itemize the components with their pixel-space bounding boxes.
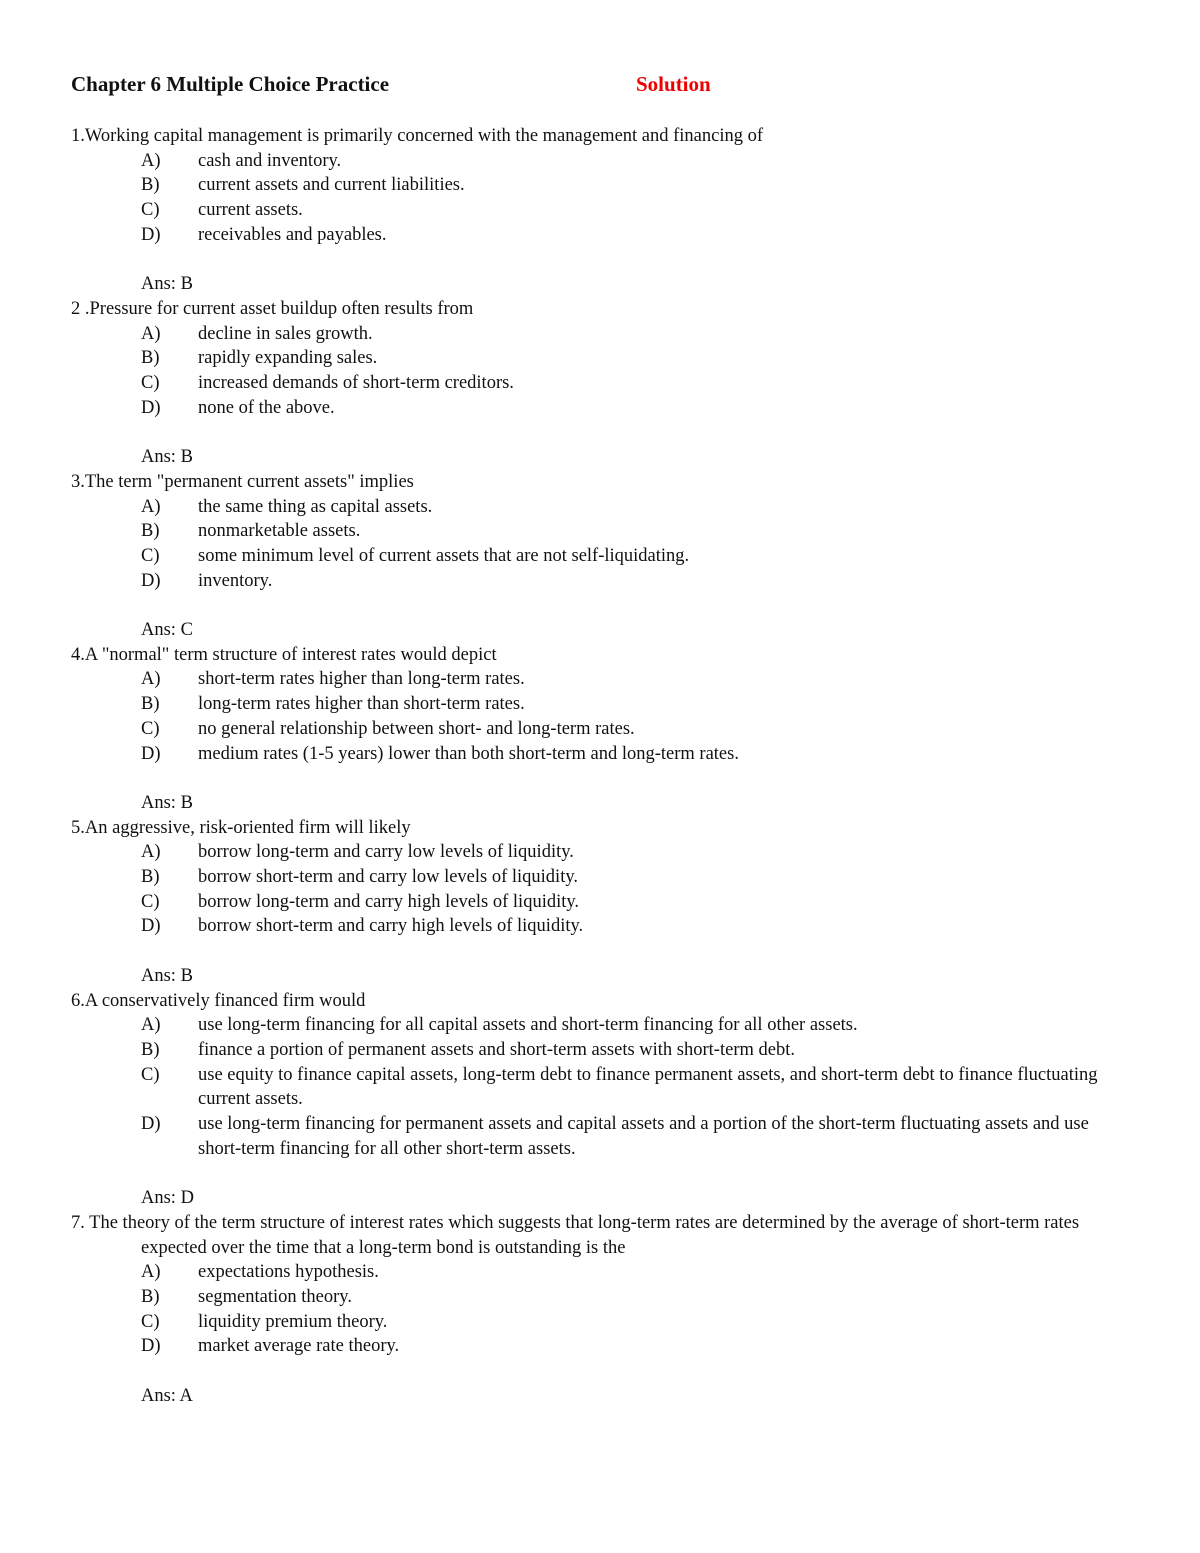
spacer — [71, 939, 1131, 964]
option-letter: B) — [141, 694, 160, 715]
option-letter: A) — [141, 1015, 161, 1036]
question-5 — [71, 816, 1131, 989]
answer-option — [71, 519, 1131, 544]
spacer — [71, 420, 1131, 445]
question-stem: 3.The term "permanent current assets" implies — [71, 471, 414, 492]
answer-key: Ans: B — [141, 447, 193, 468]
spacer — [71, 766, 1131, 791]
option-letter: B) — [141, 867, 160, 888]
option-letter: B) — [141, 1286, 160, 1307]
question-list — [71, 124, 1131, 1408]
option-letter: A) — [141, 1262, 161, 1283]
option-text: segmentation theory. — [198, 1286, 352, 1307]
option-text: borrow short-term and carry high levels of liquidity. — [198, 916, 584, 937]
option-text: current assets and current liabilities. — [198, 175, 465, 196]
question-stem: 4.A "normal" term structure of interest rates would depict — [71, 644, 497, 665]
answer-option — [71, 742, 1131, 767]
question-4 — [71, 643, 1131, 816]
option-text: borrow long-term and carry high levels of liquidity. — [198, 891, 580, 912]
answer-option — [71, 1334, 1131, 1359]
question-stem: 6.A conservatively financed firm would — [71, 990, 366, 1011]
answer-key: Ans: B — [141, 274, 193, 295]
option-letter: B) — [141, 1039, 160, 1060]
answer-option — [71, 149, 1131, 174]
option-text: rapidly expanding sales. — [198, 348, 378, 369]
option-text: liquidity premium theory. — [198, 1311, 388, 1332]
option-letter: A) — [141, 842, 161, 863]
answer-key: Ans: C — [141, 620, 193, 641]
option-text: use long-term financing for all capital assets and short-term financing for all other assets. — [198, 1015, 858, 1036]
page-title: Chapter 6 Multiple Choice Practice — [71, 72, 390, 96]
option-text: borrow short-term and carry low levels of liquidity. — [198, 867, 579, 888]
answer-option — [71, 717, 1131, 742]
answer-option — [71, 1260, 1131, 1285]
answer-option — [71, 198, 1131, 223]
question-1 — [71, 124, 1131, 297]
option-letter: A) — [141, 150, 161, 171]
option-letter: C) — [141, 545, 160, 566]
answer-option — [71, 1063, 1131, 1112]
answer-option — [71, 1310, 1131, 1335]
option-letter: A) — [141, 496, 161, 517]
option-text: cash and inventory. — [198, 150, 342, 171]
option-letter: D) — [141, 224, 161, 245]
option-letter: C) — [141, 1064, 160, 1085]
option-letter: C) — [141, 373, 160, 394]
answer-option — [71, 865, 1131, 890]
option-letter: C) — [141, 200, 160, 221]
option-text: short-term rates higher than long-term rates. — [198, 669, 525, 690]
answer-key: Ans: B — [141, 965, 193, 986]
question-2 — [71, 297, 1131, 470]
answer-option — [71, 371, 1131, 396]
option-letter: B) — [141, 175, 160, 196]
spacer — [71, 248, 1131, 273]
option-text: current assets. — [198, 200, 303, 221]
option-letter: D) — [141, 570, 161, 591]
option-text: increased demands of short-term creditors. — [198, 373, 514, 394]
option-letter: D) — [141, 916, 161, 937]
option-text: expectations hypothesis. — [198, 1262, 379, 1283]
answer-option — [71, 544, 1131, 569]
answer-option — [71, 914, 1131, 939]
option-letter: D) — [141, 1336, 161, 1357]
answer-option — [71, 840, 1131, 865]
answer-option — [71, 1038, 1131, 1063]
option-text: finance a portion of permanent assets and short-term assets with short-term debt. — [198, 1039, 795, 1060]
spacer — [71, 593, 1131, 618]
option-letter: C) — [141, 718, 160, 739]
answer-option — [71, 667, 1131, 692]
option-text: none of the above. — [198, 397, 335, 418]
option-text: use equity to finance capital assets, long-term debt to finance permanent assets, and short-term debt to finance fluctuating current assets. — [198, 1064, 1098, 1110]
option-text: use long-term financing for permanent assets and capital assets and a portion of the short-term fluctuating assets and use short-term financing for all other short-term assets. — [198, 1114, 1089, 1159]
answer-option — [71, 322, 1131, 347]
question-7 — [71, 1211, 1131, 1409]
option-text: long-term rates higher than short-term rates. — [198, 694, 525, 715]
option-letter: D) — [141, 743, 161, 764]
option-letter: A) — [141, 669, 161, 690]
option-letter: D) — [141, 397, 161, 418]
answer-key: Ans: A — [141, 1385, 193, 1406]
answer-option — [71, 1112, 1131, 1161]
option-text: inventory. — [198, 570, 273, 591]
option-text: receivables and payables. — [198, 224, 387, 245]
option-letter: C) — [141, 891, 160, 912]
option-text: medium rates (1-5 years) lower than both short-term and long-term rates. — [198, 743, 739, 764]
option-letter: B) — [141, 348, 160, 369]
question-3 — [71, 470, 1131, 643]
option-letter: A) — [141, 323, 161, 344]
answer-option — [71, 173, 1131, 198]
spacer — [71, 1161, 1131, 1186]
answer-option — [71, 569, 1131, 594]
answer-option — [71, 396, 1131, 421]
option-text: borrow long-term and carry low levels of liquidity. — [198, 842, 574, 863]
question-stem: 5.An aggressive, risk-oriented firm will likely — [71, 817, 411, 838]
option-text: the same thing as capital assets. — [198, 496, 433, 517]
option-text: nonmarketable assets. — [198, 521, 361, 542]
document-header — [71, 72, 1131, 102]
answer-option — [71, 692, 1131, 717]
solution-label: Solution — [636, 72, 711, 96]
answer-option — [71, 1013, 1131, 1038]
answer-option — [71, 346, 1131, 371]
option-letter: D) — [141, 1114, 161, 1135]
option-text: some minimum level of current assets that are not self-liquidating. — [198, 545, 690, 566]
answer-option — [71, 495, 1131, 520]
option-letter: C) — [141, 1311, 160, 1332]
option-text: decline in sales growth. — [198, 323, 373, 344]
option-letter: B) — [141, 521, 160, 542]
answer-option — [71, 223, 1131, 248]
answer-key: Ans: D — [141, 1188, 194, 1209]
question-6 — [71, 989, 1131, 1211]
question-stem: 1.Working capital management is primarily concerned with the management and financing of — [71, 126, 764, 146]
answer-option — [71, 1285, 1131, 1310]
spacer — [71, 1359, 1131, 1384]
question-stem: 2 .Pressure for current asset buildup often results from — [71, 298, 474, 319]
question-stem: 7. The theory of the term structure of interest rates which suggests that long-term rates are determined by the average of short-term rates expected over the time that a long-term bond is outstanding is the — [71, 1212, 1080, 1258]
answer-key: Ans: B — [141, 792, 193, 813]
answer-option — [71, 890, 1131, 915]
option-text: market average rate theory. — [198, 1336, 400, 1357]
option-text: no general relationship between short- and long-term rates. — [198, 718, 635, 739]
